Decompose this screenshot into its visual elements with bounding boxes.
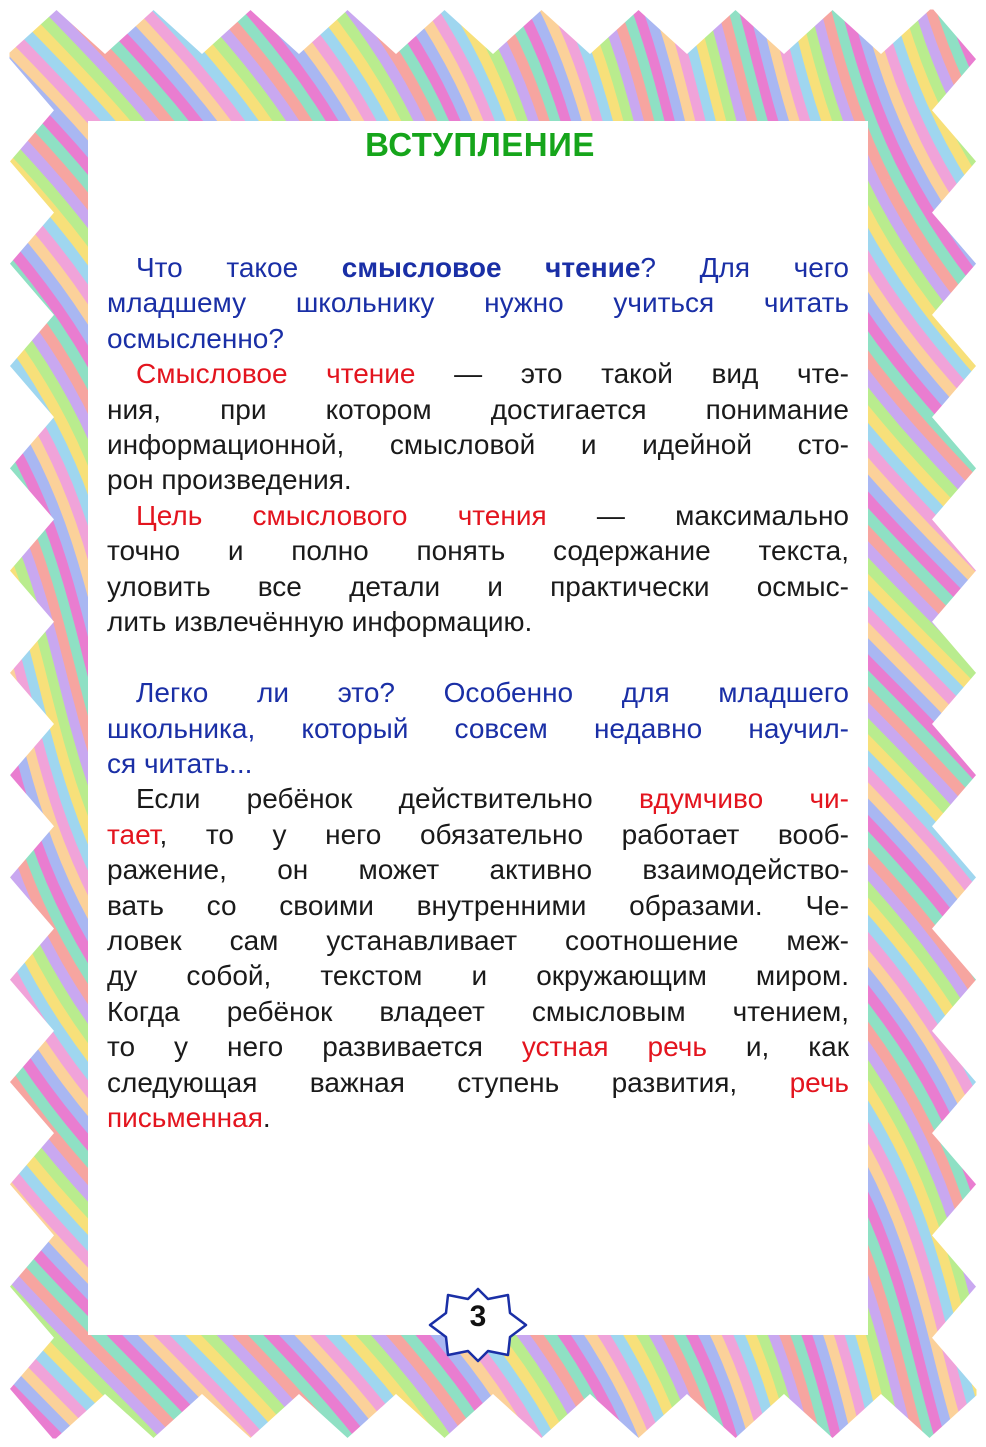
text-line: младшему школьнику нужно учиться читать <box>107 287 849 319</box>
text-line: уловить все детали и практически осмыс- <box>107 570 849 602</box>
text-line: ду собой, текстом и окружающим миром. <box>107 960 849 992</box>
text-line: Если ребёнок действительно вдумчиво чи- <box>136 783 849 815</box>
frame-stripe <box>966 0 986 1447</box>
term-highlight: Цель смыслового чтения <box>136 499 547 531</box>
frame-stripe <box>0 0 3 1447</box>
text-line: ловек сам устанавливает соотношение меж- <box>107 925 849 957</box>
frame-stripe <box>0 0 51 1447</box>
text-line: тает, то у него обязательно работает вооб- <box>107 818 849 850</box>
paragraph-gap <box>107 639 849 675</box>
frame-stripe <box>0 0 19 1447</box>
text-line: Цель смыслового чтения — максимально <box>136 499 849 531</box>
paragraph-explanation <box>107 781 849 1135</box>
text-line: лить извлечённую информацию. <box>107 605 533 637</box>
paragraph-question <box>107 250 849 356</box>
text-line: Легко ли это? Особенно для младшего <box>136 677 849 709</box>
term-highlight: тает <box>107 818 160 850</box>
page-title: ВСТУПЛЕНИЕ <box>365 126 595 163</box>
text-line: информационной, смысловой и идейной сто- <box>107 428 849 460</box>
paragraph-question-2 <box>107 675 849 781</box>
frame-stripe <box>0 0 35 1447</box>
text-line: ся читать... <box>107 748 253 780</box>
term-highlight: устная речь <box>521 1031 707 1063</box>
frame-stripe <box>955 0 986 1447</box>
text-line: осмысленно? <box>107 322 284 354</box>
text-line: точно и полно понять содержание текста, <box>107 535 849 567</box>
page-number: 3 <box>469 1300 487 1333</box>
text-line: рон произведения. <box>107 464 352 496</box>
term-highlight: речь <box>789 1066 849 1098</box>
text-line: Смысловое чтение — это такой вид чте- <box>136 358 849 390</box>
text-line: Когда ребёнок владеет смысловым чтением, <box>107 995 849 1027</box>
frame-stripe <box>945 0 986 1447</box>
text-line: ражение, он может активно взаимодейство- <box>107 854 849 886</box>
text-line: вать со своими внутренними образами. Че- <box>107 889 849 921</box>
term-highlight: вдумчиво чи- <box>638 783 849 815</box>
paragraph-definition <box>107 356 849 498</box>
text-line: то у него развивается устная речь и, как <box>107 1031 849 1063</box>
article-body <box>107 250 849 1135</box>
text-line: Что такое смысловое чтение? Для чего <box>136 252 849 283</box>
paragraph-goal <box>107 498 849 640</box>
frame-stripe <box>977 0 986 1447</box>
text-line: письменная. <box>107 1101 271 1133</box>
text-line: школьника, который совсем недавно научил- <box>107 712 849 744</box>
term-highlight: письменная <box>107 1101 263 1133</box>
term-highlight: Смысловое чтение <box>136 358 416 390</box>
text-line: следующая важная ступень развития, речь <box>107 1066 849 1098</box>
term-bold: смысловое чтение <box>341 252 641 283</box>
text-line: ния, при котором достигается понимание <box>107 393 849 425</box>
frame-stripe <box>934 0 986 1447</box>
